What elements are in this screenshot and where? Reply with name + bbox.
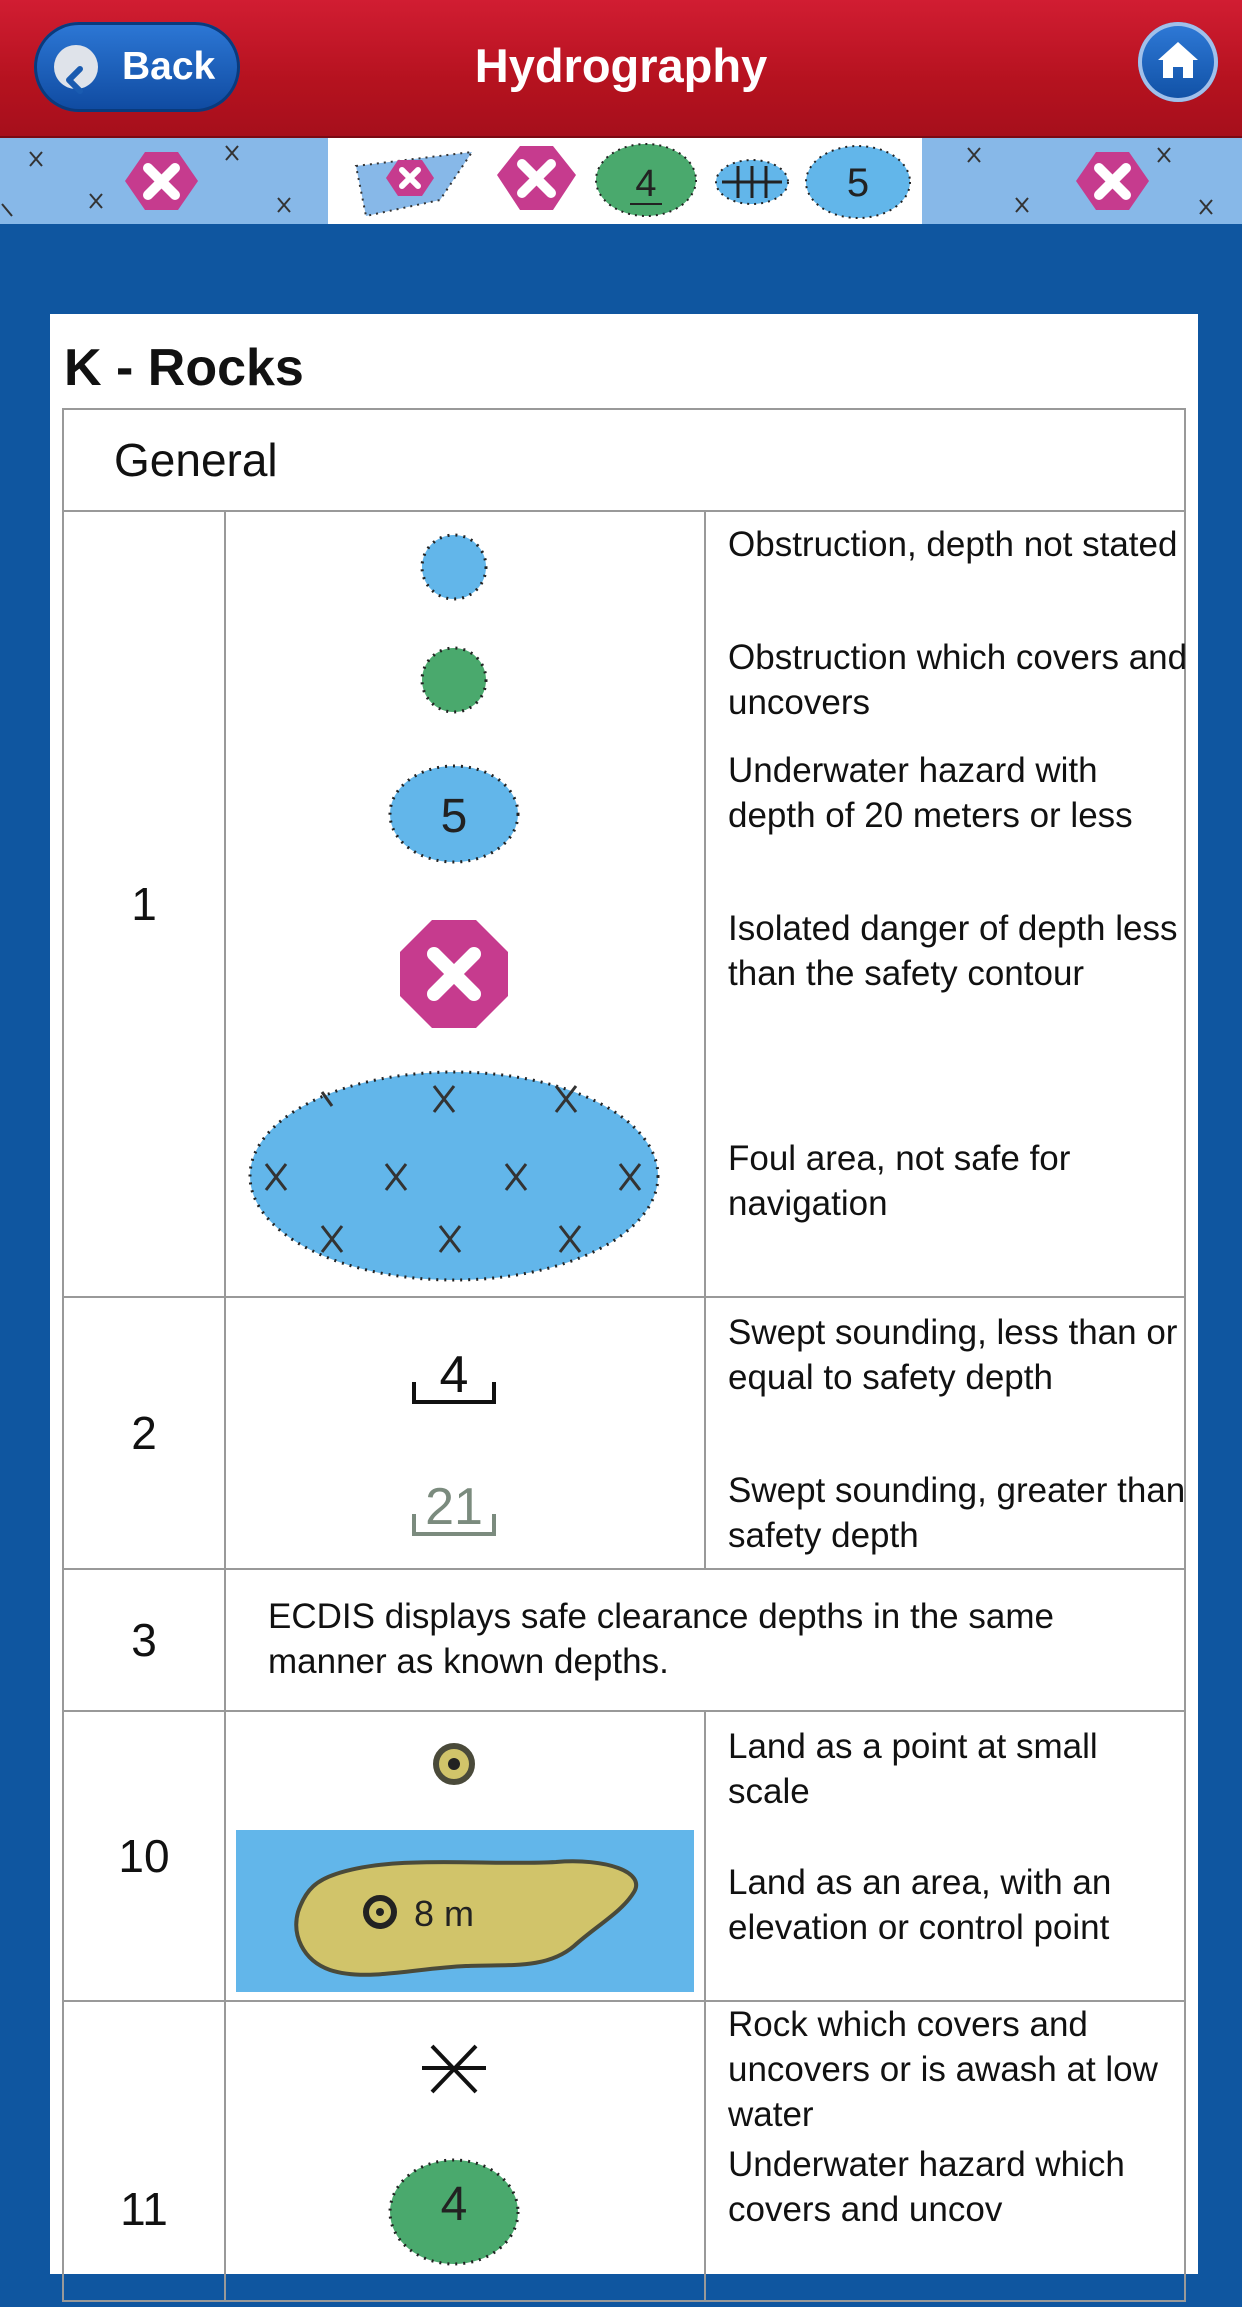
- symbol-table: [62, 408, 1186, 2302]
- section-header: General: [114, 434, 278, 486]
- row-number: 10: [64, 1712, 226, 2000]
- elevation-label: 8 m: [414, 1893, 475, 1934]
- rock-awash-symbol: [422, 2046, 486, 2092]
- swept-sounding-deep: 21: [425, 1478, 483, 1536]
- swept-sounding-shallow: 4: [439, 1346, 469, 1404]
- description: Isolated danger of depth less than the safety contour: [728, 909, 1178, 993]
- description: Swept sounding, less than or equal to safety depth: [728, 1313, 1178, 1397]
- nav-header: [0, 0, 1242, 138]
- description: Land as a point at small scale: [728, 1727, 1098, 1811]
- table-row: [64, 2000, 1184, 2300]
- row-number: 11: [64, 2002, 226, 2300]
- home-button[interactable]: [1138, 22, 1218, 102]
- description: Underwater hazard with depth of 20 meters or less: [728, 751, 1133, 835]
- description: Rock which covers and uncovers or is awash at low water: [728, 2005, 1158, 2134]
- description: ECDIS displays safe clearance depths in the same manner as known depths.: [268, 1597, 1054, 1681]
- hazard-depth-label: 4: [440, 2178, 468, 2231]
- page-title: Hydrography: [474, 39, 768, 92]
- card-title: K - Rocks: [64, 339, 304, 397]
- table-row: [64, 1710, 1184, 2000]
- table-row: [64, 1568, 1184, 1710]
- description: Obstruction which covers and uncovers: [728, 638, 1188, 722]
- back-label: Back: [122, 45, 216, 88]
- description: Land as an area, with an elevation or control point: [728, 1863, 1112, 1947]
- row-number: 1: [64, 512, 226, 1296]
- symbol-banner: [0, 138, 1242, 224]
- symbol-cell: [226, 512, 706, 1296]
- row-number: 2: [64, 1298, 226, 1568]
- symbol-cell: [226, 2002, 706, 2300]
- description: Swept sounding, greater than safety depth: [728, 1471, 1186, 1555]
- home-icon: [1138, 22, 1218, 102]
- foul-area-symbol: [250, 1072, 658, 1280]
- description: Obstruction, depth not stated: [728, 525, 1178, 564]
- description: Foul area, not safe for navigation: [728, 1139, 1071, 1223]
- banner-sounding-b: 5: [846, 161, 870, 205]
- table-row: [64, 1296, 1184, 1568]
- banner-sounding-a: 4: [635, 163, 657, 205]
- description: Underwater hazard which covers and uncov: [728, 2145, 1125, 2229]
- content-card: [50, 314, 1198, 2274]
- row-number: 3: [64, 1570, 226, 1710]
- symbol-cell: [226, 1712, 706, 2000]
- hazard-depth-label: 5: [440, 790, 468, 843]
- obstruction-symbol: [422, 535, 486, 599]
- symbol-cell: [226, 1298, 706, 1568]
- table-row: [64, 510, 1188, 1296]
- obstruction-drying-symbol: [422, 648, 486, 712]
